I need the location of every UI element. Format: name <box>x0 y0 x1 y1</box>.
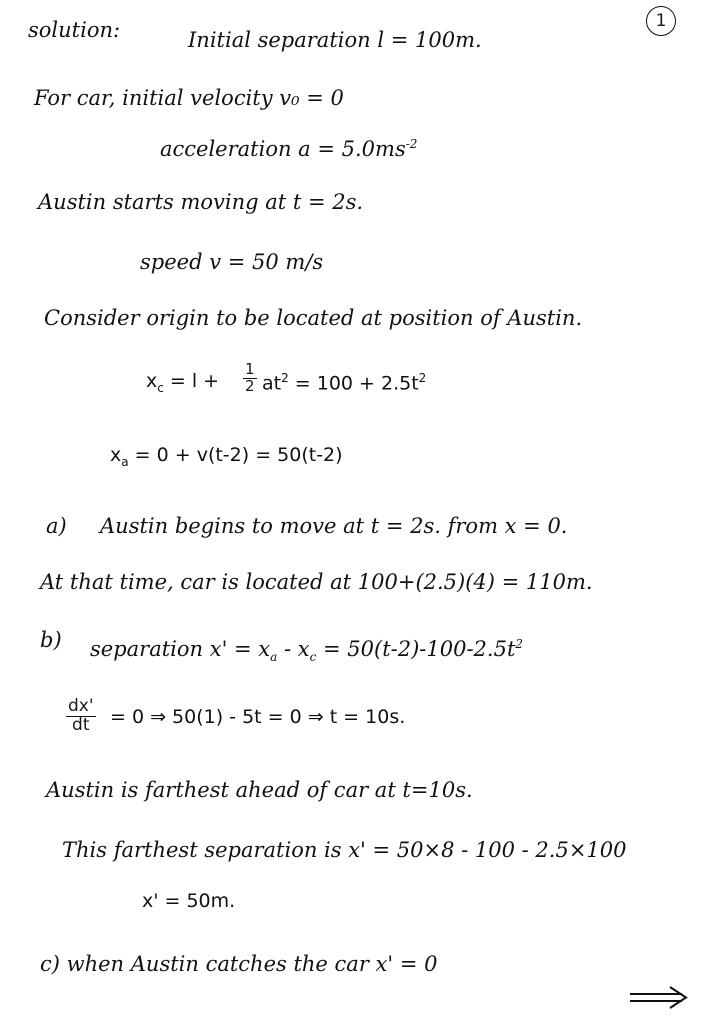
origin-line: Consider origin to be located at position of Austin. <box>44 306 583 330</box>
derivative-fraction: $\frac{dx'}{dt}$ <box>68 696 94 735</box>
result-line: x' = 50m. <box>142 890 236 912</box>
part-c-line: c) when Austin catches the car x' = 0 <box>40 952 438 976</box>
car-location-line: At that time, car is located at 100+(2.5)(4) = 110m. <box>40 570 593 594</box>
part-b-label: b) <box>40 628 62 652</box>
page-number: 1 <box>646 6 676 36</box>
farthest-time-line: Austin is farthest ahead of car at t=10s. <box>46 778 473 802</box>
car-position-rhs: $at^2 = 100 + 2.5t^2$ <box>262 371 427 395</box>
speed-line: speed v = 50 m/s <box>140 250 324 274</box>
farthest-separation-line: This farthest separation is x' = 50×8 - 100 - 2.5×100 <box>62 838 627 862</box>
half-fraction: $\frac{1}{2}$ <box>245 360 255 395</box>
separation-equation: separation $x' = x_a - x_c = 50(t-2)-100-2.5t^2$ <box>90 637 524 665</box>
car-position-equation: $x_c = l$ + <box>146 370 220 395</box>
initial-separation-line: Initial separation l = 100m. <box>188 28 482 52</box>
part-a-label: a) <box>46 514 67 538</box>
continue-arrow-icon <box>624 984 694 1012</box>
austin-start-line: Austin starts moving at t = 2s. <box>38 190 364 214</box>
derivative-equation: = 0 ⇒ 50(1) - 5t = 0 ⇒ t = 10s. <box>110 706 406 728</box>
austin-position-equation: $x_a = 0 + v(t-2) = 50(t-2)$ <box>110 444 343 469</box>
solution-label: solution: <box>28 18 121 42</box>
part-a-line: Austin begins to move at t = 2s. from x = 0. <box>100 514 568 538</box>
acceleration-line: acceleration $a = 5.0ms^{-2}$ <box>160 137 418 161</box>
car-velocity-line: For car, initial velocity v₀ = 0 <box>34 86 344 110</box>
